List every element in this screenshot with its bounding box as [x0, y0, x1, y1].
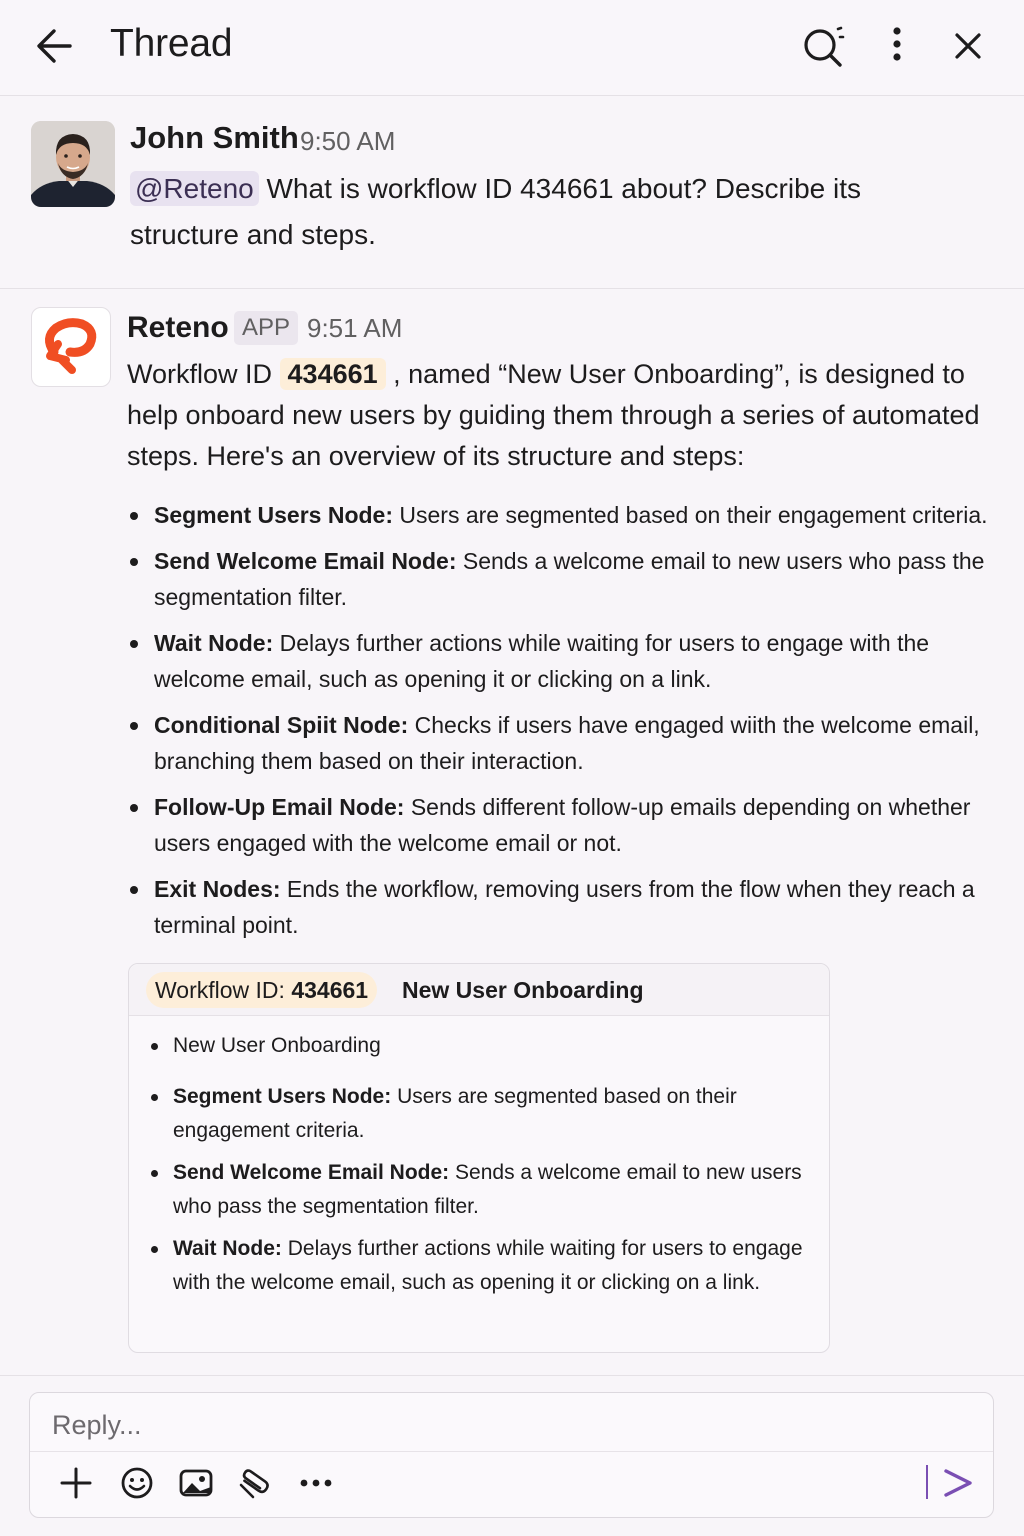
app-badge: APP	[234, 311, 298, 345]
page-title: Thread	[110, 22, 233, 65]
list-item: Follow-Up Email Node: Sends different follow-up emails depending on whether users engaged with the welcome email or not.	[127, 789, 997, 861]
attachment-icon[interactable]	[237, 1465, 273, 1501]
list-item: Conditional Spiit Node: Checks if users have engaged wiith the welcome email, branching them based on their interaction.	[127, 707, 997, 779]
message-author[interactable]: John Smith	[130, 120, 299, 155]
message-timestamp[interactable]: 9:51 AM	[307, 313, 403, 343]
more-horizontal-icon[interactable]	[298, 1465, 334, 1501]
card-header	[129, 964, 829, 1016]
divider	[0, 1375, 1024, 1376]
message-author[interactable]: Reteno	[127, 311, 229, 344]
message-timestamp[interactable]: 9:50 AM	[300, 126, 396, 156]
back-arrow-icon[interactable]	[34, 26, 76, 66]
divider	[30, 1451, 993, 1452]
intro-text: Workflow ID	[127, 359, 280, 389]
list-item: Exit Nodes: Ends the workflow, removing users from the flow when they reach a terminal point.	[127, 871, 997, 943]
list-item: Segment Users Node: Users are segmented based on their engagement criteria.	[127, 497, 997, 533]
plus-icon[interactable]	[58, 1465, 94, 1501]
workflow-card[interactable]	[128, 963, 830, 1353]
list-item: Wait Node: Delays further actions while waiting for users to engage with the welcome email, such as opening it or clicking on a link.	[149, 1232, 809, 1300]
close-icon[interactable]	[948, 26, 988, 66]
list-item: Send Welcome Email Node: Sends a welcome email to new users who pass the segmentation filter.	[149, 1156, 809, 1224]
list-item: Wait Node: Delays further actions while waiting for users to engage with the welcome email, such as opening it or clicking on a link.	[127, 625, 997, 697]
list-item: New User Onboarding	[149, 1029, 809, 1063]
workflow-id-chip[interactable]: 434661	[280, 358, 386, 390]
more-vertical-icon[interactable]	[880, 24, 914, 68]
workflow-id-chip[interactable]: Workflow ID: 434661	[146, 972, 377, 1008]
list-item: Segment Users Node: Users are segmented based on their engagement criteria.	[149, 1080, 809, 1148]
workflow-steps-list	[127, 497, 997, 953]
card-steps-list	[149, 1029, 809, 1308]
search-icon[interactable]	[800, 24, 846, 68]
send-divider	[926, 1465, 928, 1499]
reteno-logo[interactable]	[31, 307, 111, 387]
send-icon[interactable]	[938, 1465, 976, 1501]
emoji-icon[interactable]	[119, 1465, 155, 1501]
thread-header	[0, 0, 1024, 96]
reply-input[interactable]	[52, 1403, 952, 1447]
reply-composer	[29, 1392, 994, 1518]
reply-intro	[127, 354, 997, 477]
avatar[interactable]	[31, 121, 115, 207]
intro-text-rest: , named “New User Onboarding”, is designed to help onboard new users by guiding them through a series of automated steps. Here's an overview of its structure and steps:	[127, 359, 980, 471]
message-text-cont: structure and steps.	[130, 219, 376, 250]
list-item: Send Welcome Email Node: Sends a welcome email to new users who pass the segmentation filter.	[127, 543, 997, 615]
card-title: New User Onboarding	[402, 977, 644, 1003]
mention-reteno[interactable]: @Reteno	[130, 171, 259, 206]
message-john-smith	[0, 96, 1024, 289]
message-text: What is workflow ID 434661 about? Describe its	[258, 173, 861, 204]
image-icon[interactable]	[178, 1465, 214, 1501]
message-body	[130, 166, 990, 258]
